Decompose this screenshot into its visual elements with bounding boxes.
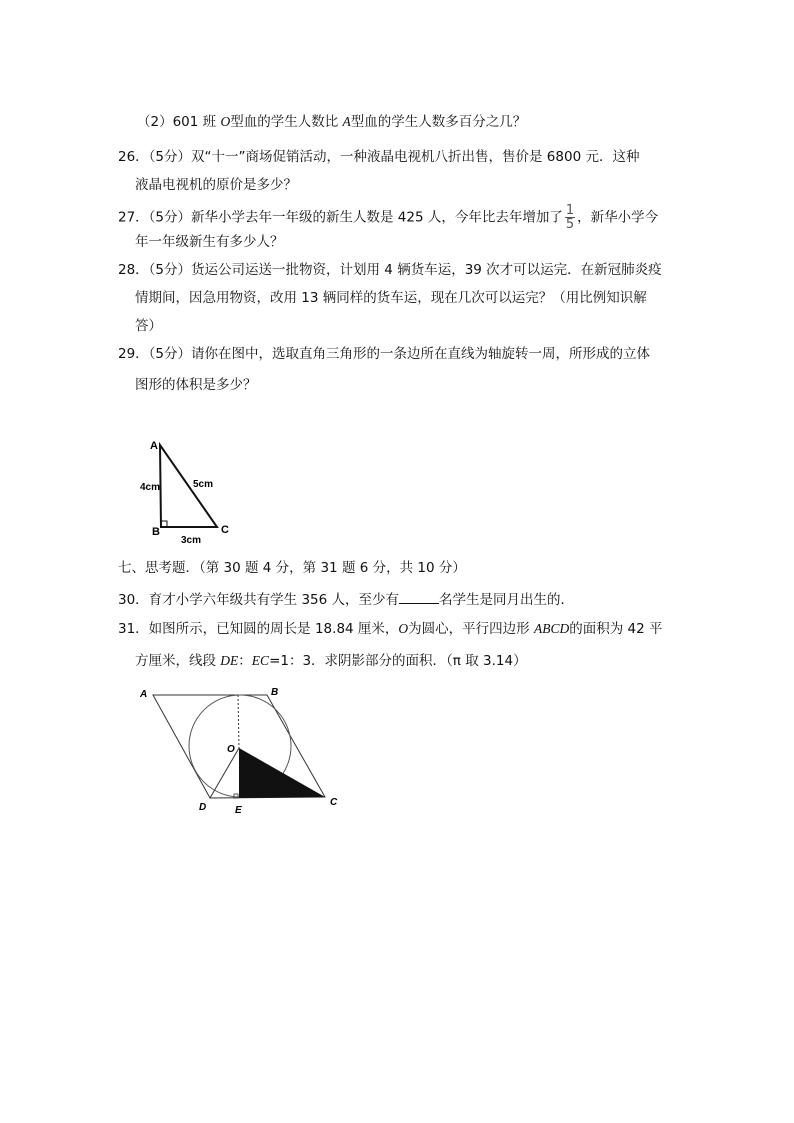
var-o: O [398, 621, 409, 636]
answer-blank[interactable] [399, 591, 439, 604]
label-a: A [150, 440, 158, 452]
label-bc: 3cm [181, 535, 202, 546]
text: 为圆心，平行四边形 [408, 621, 534, 637]
numerator: 1 [565, 203, 575, 218]
question-28-line1: 28．（5分）货运公司运送一批物资，计划用 4 辆货车运，39 次才可以运完．在新冠肺炎疫 [118, 262, 662, 278]
text: 31．如图所示，已知圆的周长是 18.84 厘米， [118, 621, 399, 637]
text: ： [238, 653, 252, 669]
label-ac: 5cm [193, 479, 214, 490]
label-b: B [271, 687, 279, 698]
text: 方厘米，线段 [135, 653, 221, 669]
label-e: E [235, 805, 242, 816]
question-26-line2: 液晶电视机的原价是多少？ [135, 177, 297, 193]
text: ，新华小学今 [577, 209, 659, 226]
text: 30．育才小学六年级共有学生 356 人，至少有 [118, 592, 400, 608]
parallelogram-figure [139, 687, 338, 816]
var-o: O [220, 114, 231, 129]
question-27-line2: 年一年级新生有多少人？ [135, 234, 284, 250]
label-a: A [140, 689, 148, 700]
text: =1：3．求阴影部分的面积．（π 取 3.14） [269, 653, 527, 669]
var-ec: EC [251, 653, 270, 668]
question-26-line1: 26．（5分）双“十一”商场促销活动，一种液晶电视机八折出售，售价是 6800 元．这种 [118, 149, 640, 165]
var-a: A [342, 114, 351, 129]
text: 型血的学生人数多百分之几？ [350, 114, 527, 130]
question-28-line2: 情期间，因急用物资，改用 13 辆同样的货车运，现在几次可以运完？（用比例知识解 [135, 290, 647, 306]
text: （2）601 班 [137, 114, 221, 130]
text: 的面积为 42 平 [569, 621, 663, 637]
question-29-line2: 图形的体积是多少？ [135, 377, 257, 393]
label-c: C [330, 797, 338, 808]
label-ab: 4cm [140, 482, 161, 493]
text: 名学生是同月出生的． [439, 592, 575, 608]
right-triangle-figure [140, 440, 229, 546]
question-29-line1: 29．（5分）请你在图中，选取直角三角形的一条边所在直线为轴旋转一周，所形成的立体 [118, 346, 651, 362]
question-30 [118, 591, 574, 609]
question-31-line2 [135, 652, 527, 670]
text: 27．（5分）新华小学去年一年级的新生人数是 425 人，今年比去年增加了 [118, 209, 563, 226]
var-abcd: ABCD [533, 621, 570, 636]
question-31-line1 [118, 620, 662, 638]
var-de: DE [220, 653, 239, 668]
label-c: C [221, 524, 229, 536]
question-28-line3: 答） [135, 318, 162, 334]
text: 型血的学生人数比 [230, 114, 343, 130]
label-d: D [199, 802, 207, 813]
denominator: 5 [565, 217, 575, 232]
label-o: O [227, 744, 235, 755]
label-b: B [152, 526, 160, 538]
section-7-heading: 七、思考题．（第 30 题 4 分，第 31 题 6 分，共 10 分） [118, 560, 466, 576]
